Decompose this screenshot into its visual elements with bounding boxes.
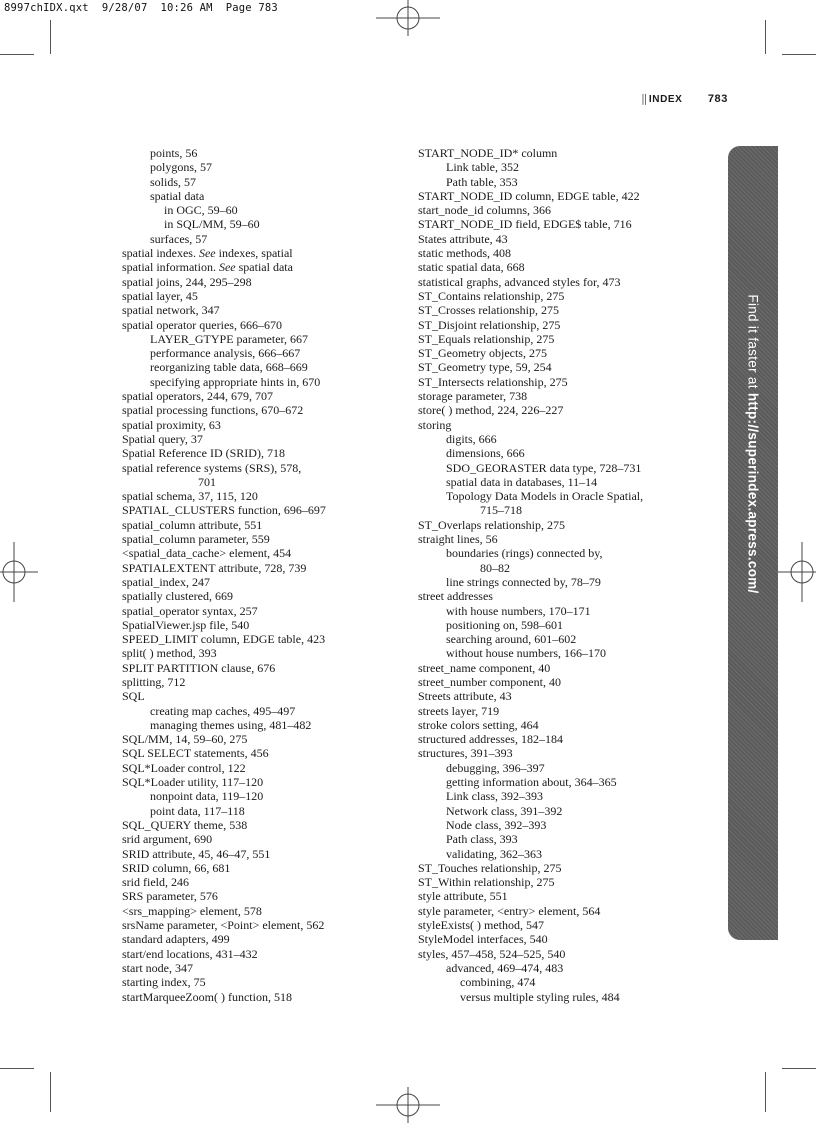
page-number: 783 — [707, 93, 728, 105]
index-entry: ST_Crosses relationship, 275 — [418, 303, 559, 318]
index-entry: start node, 347 — [122, 960, 193, 975]
index-entry: srid argument, 690 — [122, 832, 213, 847]
index-entry: ST_Geometry objects, 275 — [418, 346, 547, 361]
index-entry: SQL*Loader utility, 117–120 — [122, 775, 264, 790]
crop-mark-top-right-v — [765, 20, 766, 54]
index-entry: SRID column, 66, 681 — [122, 860, 231, 875]
index-entry: polygons, 57 — [150, 160, 213, 175]
index-entry: Topology Data Models in Oracle Spatial, — [446, 489, 644, 504]
index-entry: spatial operator queries, 666–670 — [122, 317, 282, 332]
index-entry: points, 56 — [150, 146, 198, 160]
index-entry: store( ) method, 224, 226–227 — [418, 403, 564, 418]
index-entry: SQL_QUERY theme, 538 — [122, 817, 248, 832]
index-entry: START_NODE_ID field, EDGE$ table, 716 — [418, 217, 632, 232]
index-entry: street_number component, 40 — [418, 674, 561, 689]
index-entry: SPATIAL_CLUSTERS function, 696–697 — [122, 503, 326, 518]
index-entry: SQL — [122, 689, 145, 704]
index-entry: starting index, 75 — [122, 975, 206, 990]
index-entry: spatial_index, 247 — [122, 574, 210, 589]
index-entry: spatial network, 347 — [122, 303, 220, 318]
index-entry: structured addresses, 182–184 — [418, 732, 563, 747]
index-entry: spatial proximity, 63 — [122, 417, 221, 432]
index-entry: spatial reference systems (SRS), 578, — [122, 460, 302, 475]
index-entry: without house numbers, 166–170 — [446, 646, 606, 661]
index-entry: straight lines, 56 — [418, 532, 498, 547]
index-entry: ST_Contains relationship, 275 — [418, 288, 565, 303]
index-entry: styles, 457–458, 524–525, 540 — [418, 946, 566, 961]
index-entry: spatial joins, 244, 295–298 — [122, 274, 252, 289]
index-entry: 715–718 — [480, 503, 522, 518]
index-entry: ST_Within relationship, 275 — [418, 875, 555, 890]
index-entry: ST_Overlaps relationship, 275 — [418, 517, 565, 532]
index-entry: statistical graphs, advanced styles for, 473 — [418, 274, 621, 289]
index-entry: START_NODE_ID column, EDGE table, 422 — [418, 188, 640, 203]
index-entry: spatial_column attribute, 551 — [122, 517, 263, 532]
index-entry: spatial processing functions, 670–672 — [122, 403, 304, 418]
registration-mark-bottom — [372, 1083, 444, 1123]
crop-mark-top-left-h — [0, 54, 34, 55]
index-entry: specifying appropriate hints in, 670 — [150, 374, 321, 389]
index-entry: Path table, 353 — [446, 174, 518, 189]
index-entry: Link class, 392–393 — [446, 789, 543, 804]
crop-mark-top-right-h — [782, 54, 816, 55]
index-entry: getting information about, 364–365 — [446, 775, 617, 790]
index-entry: nonpoint data, 119–120 — [150, 789, 264, 804]
index-entry: splitting, 712 — [122, 674, 186, 689]
index-entry: in OGC, 59–60 — [164, 203, 238, 218]
crop-mark-top-left-v — [50, 20, 51, 54]
slug-line: 8997chIDX.qxt 9/28/07 10:26 AM Page 783 — [4, 2, 278, 14]
index-entry: Path class, 393 — [446, 832, 518, 847]
index-entry: surfaces, 57 — [150, 231, 208, 246]
index-entry: standard adapters, 499 — [122, 932, 230, 947]
registration-mark-right — [776, 540, 816, 604]
see-reference-target: indexes, spatial — [215, 246, 293, 261]
index-entry: 80–82 — [480, 560, 510, 575]
see-reference: See — [198, 246, 216, 261]
index-entry-term: spatial information. — [122, 260, 219, 275]
index-entry: SPLIT PARTITION clause, 676 — [122, 660, 276, 675]
index-entry: searching around, 601–602 — [446, 632, 577, 647]
registration-mark-left — [0, 540, 40, 604]
index-entry: ST_Disjoint relationship, 275 — [418, 317, 561, 332]
index-entry: spatially clustered, 669 — [122, 589, 233, 604]
index-entry: managing themes using, 481–482 — [150, 717, 312, 732]
index-entry: spatial layer, 45 — [122, 288, 198, 303]
index-entry: SPEED_LIMIT column, EDGE table, 423 — [122, 632, 326, 647]
index-entry: streets layer, 719 — [418, 703, 500, 718]
index-entry: solids, 57 — [150, 174, 197, 189]
index-entry: Link table, 352 — [446, 160, 519, 175]
crop-mark-bottom-right-v — [765, 1072, 766, 1112]
index-entry: spatial_column parameter, 559 — [122, 532, 270, 547]
index-entry: srid field, 246 — [122, 875, 189, 890]
running-head-label: ││ INDEX — [641, 94, 683, 105]
index-entry: structures, 391–393 — [418, 746, 513, 761]
see-reference: See — [218, 260, 236, 275]
index-entry: ST_Touches relationship, 275 — [418, 860, 562, 875]
index-entry: spatial schema, 37, 115, 120 — [122, 489, 258, 504]
index-entry: with house numbers, 170–171 — [446, 603, 591, 618]
index-entry: SpatialViewer.jsp file, 540 — [122, 617, 250, 632]
index-entry: stroke colors setting, 464 — [418, 717, 539, 732]
index-entry: style attribute, 551 — [418, 889, 508, 904]
index-entry: street_name component, 40 — [418, 660, 551, 675]
index-entry: SQL SELECT statements, 456 — [122, 746, 269, 761]
index-entry: advanced, 469–474, 483 — [446, 960, 564, 975]
index-entry: line strings connected by, 78–79 — [446, 574, 601, 589]
index-entry: street addresses — [418, 589, 493, 604]
thumb-tab-text — [746, 294, 761, 593]
index-entry: creating map caches, 495–497 — [150, 703, 296, 718]
index-entry: SPATIALEXTENT attribute, 728, 739 — [122, 560, 307, 575]
index-entry: split( ) method, 393 — [122, 646, 217, 661]
index-entry: boundaries (rings) connected by, — [446, 546, 603, 561]
index-entry: spatial data — [150, 188, 205, 203]
index-entry: ST_Intersects relationship, 275 — [418, 374, 568, 389]
index-entry: Network class, 391–392 — [446, 803, 563, 818]
crop-mark-bottom-left-v — [50, 1072, 51, 1112]
index-entry: START_NODE_ID* column — [418, 146, 558, 160]
index-entry: versus multiple styling rules, 484 — [460, 989, 620, 1004]
index-entry: States attribute, 43 — [418, 231, 508, 246]
crop-mark-bottom-right-h — [782, 1068, 816, 1069]
index-entry: <srs_mapping> element, 578 — [122, 903, 262, 918]
index-entry: positioning on, 598–601 — [446, 617, 564, 632]
index-entry: storing — [418, 417, 452, 432]
index-entry: ST_Equals relationship, 275 — [418, 331, 555, 346]
index-entry-term: spatial indexes. — [122, 246, 199, 261]
index-entry: srsName parameter, <Point> element, 562 — [122, 918, 325, 933]
index-entry: start_node_id columns, 366 — [418, 203, 551, 218]
index-entry: Streets attribute, 43 — [418, 689, 512, 704]
index-entry — [122, 246, 412, 260]
index-entry: spatial data in databases, 11–14 — [446, 474, 598, 489]
index-entry: StyleModel interfaces, 540 — [418, 932, 548, 947]
index-entry: Spatial Reference ID (SRID), 718 — [122, 446, 285, 461]
index-entry: in SQL/MM, 59–60 — [164, 217, 260, 232]
index-entry: digits, 666 — [446, 431, 497, 446]
index-entry: validating, 362–363 — [446, 846, 542, 861]
index-entry: static methods, 408 — [418, 246, 511, 261]
index-entry: Spatial query, 37 — [122, 431, 203, 446]
running-head — [641, 93, 728, 105]
thumb-tab-prefix: Find it faster at — [745, 294, 761, 393]
index-entry: SQL*Loader control, 122 — [122, 760, 246, 775]
index-entry: point data, 117–118 — [150, 803, 245, 818]
index-entry: spatial operators, 244, 679, 707 — [122, 389, 273, 404]
index-entry: SRS parameter, 576 — [122, 889, 218, 904]
index-entry: static spatial data, 668 — [418, 260, 525, 275]
crop-mark-bottom-left-h — [0, 1068, 34, 1069]
index-entry: reorganizing table data, 668–669 — [150, 360, 308, 375]
index-entry: SDO_GEORASTER data type, 728–731 — [446, 460, 642, 475]
index-column-left — [122, 146, 412, 1004]
index-entry: 701 — [198, 474, 216, 489]
index-entry: combining, 474 — [460, 975, 536, 990]
index-entry — [122, 260, 412, 274]
index-entry: dimensions, 666 — [446, 446, 525, 461]
index-entry: Node class, 392–393 — [446, 817, 547, 832]
index-entry: performance analysis, 666–667 — [150, 346, 301, 361]
index-entry: start/end locations, 431–432 — [122, 946, 258, 961]
index-entry: spatial_operator syntax, 257 — [122, 603, 258, 618]
index-entry: storage parameter, 738 — [418, 389, 528, 404]
index-column-right — [418, 146, 718, 1004]
index-entry: <spatial_data_cache> element, 454 — [122, 546, 292, 561]
index-entry: debugging, 396–397 — [446, 760, 545, 775]
index-entry: SRID attribute, 45, 46–47, 551 — [122, 846, 271, 861]
index-entry: styleExists( ) method, 547 — [418, 918, 544, 933]
index-entry: SQL/MM, 14, 59–60, 275 — [122, 732, 248, 747]
index-entry: startMarqueeZoom( ) function, 518 — [122, 989, 292, 1004]
registration-mark-top — [372, 0, 444, 40]
index-entry: style parameter, <entry> element, 564 — [418, 903, 601, 918]
index-entry: ST_Geometry type, 59, 254 — [418, 360, 552, 375]
index-entry: LAYER_GTYPE parameter, 667 — [150, 331, 309, 346]
see-reference-target: spatial data — [235, 260, 293, 275]
thumb-tab-url: http://superindex.apress.com/ — [745, 392, 761, 594]
